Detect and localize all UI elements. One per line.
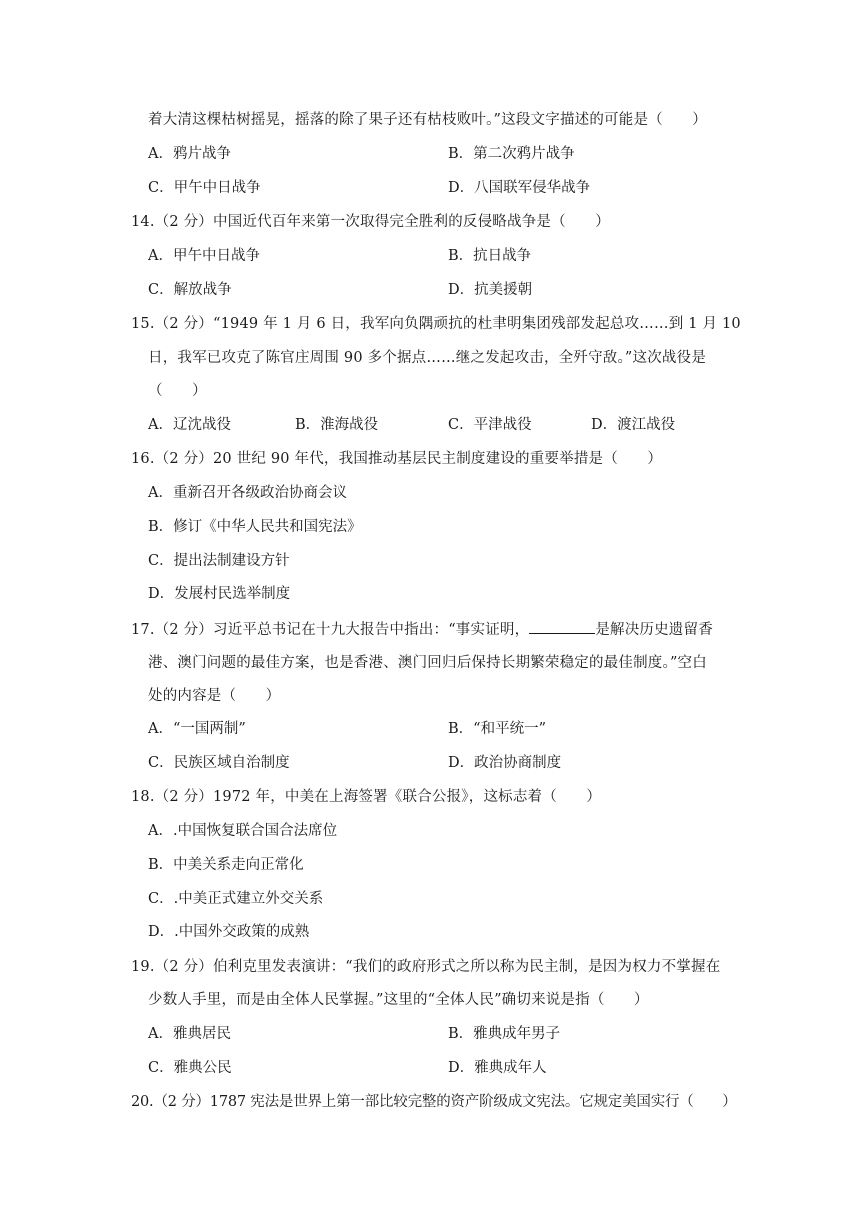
q13-option-c[interactable]: C．甲午中日战争	[148, 180, 261, 196]
q15-stem-line2: 日，我军已攻克了陈官庄周围 90 多个据点……继之发起攻击，全歼守敌。”这次战役是	[148, 350, 707, 366]
q18-stem: 18.（2 分）1972 年，中美在上海签署《联合公报》，这标志着（ ）	[131, 789, 602, 805]
q17-option-a[interactable]: A．“一国两制”	[148, 721, 246, 737]
q14-stem: 14.（2 分）中国近代百年来第一次取得完全胜利的反侵略战争是（ ）	[131, 214, 610, 230]
q19-option-c[interactable]: C．雅典公民	[148, 1060, 232, 1076]
q15-option-c[interactable]: C．平津战役	[448, 417, 532, 433]
q16-option-b[interactable]: B．修订《中华人民共和国宪法》	[148, 519, 362, 535]
q14-option-d[interactable]: D．抗美援朝	[448, 282, 533, 298]
q17-option-d[interactable]: D．政治协商制度	[448, 755, 562, 771]
q17-stem-line3: 处的内容是（ ）	[148, 688, 281, 704]
q13-option-b[interactable]: B．第二次鸦片战争	[448, 146, 575, 162]
q17-option-c[interactable]: C．民族区域自治制度	[148, 755, 290, 771]
q17-stem-post: 是解决历史遗留香	[595, 622, 713, 638]
q19-option-d[interactable]: D．雅典成年人	[448, 1060, 547, 1076]
q20-stem: 20.（2 分）1787 宪法是世界上第一部比较完整的资产阶级成文宪法。它规定美国实行（ ）	[131, 1094, 737, 1110]
q17-stem-pre: 17.（2 分）习近平总书记在十九大报告中指出：“事实证明，	[131, 622, 530, 638]
q14-option-b[interactable]: B．抗日战争	[448, 248, 532, 264]
q17-stem-line1	[131, 619, 713, 640]
q17-stem-line2: 港、澳门问题的最佳方案，也是香港、澳门回归后保持长期繁荣稳定的最佳制度。”空白	[148, 655, 707, 671]
q19-stem-line2: 少数人手里，而是由全体人民掌握。”这里的“全体人民”确切来说是指（ ）	[148, 992, 649, 1008]
q17-answer-blank	[529, 619, 595, 634]
q16-option-d[interactable]: D．发展村民选举制度	[148, 586, 291, 602]
q18-option-a[interactable]: A．.中国恢复联合国合法席位	[148, 823, 338, 839]
q15-stem-line1: 15.（2 分）“1949 年 1 月 6 日，我军向负隅顽抗的杜聿明集团残部发起总攻……到 1 月 10	[131, 316, 741, 332]
q15-stem-line3: （ ）	[148, 383, 207, 399]
q14-option-c[interactable]: C．解放战争	[148, 282, 232, 298]
q16-option-a[interactable]: A．重新召开各级政治协商会议	[148, 485, 347, 501]
q14-option-a[interactable]: A．甲午中日战争	[148, 248, 260, 264]
q17-option-b[interactable]: B．“和平统一”	[448, 721, 546, 737]
q18-option-c[interactable]: C．.中美正式建立外交关系	[148, 891, 324, 907]
q16-option-c[interactable]: C．提出法制建设方针	[148, 553, 290, 569]
q19-stem-line1: 19.（2 分）伯利克里发表演讲：“我们的政府形式之所以称为民主制，是因为权力不掌握在	[131, 959, 721, 975]
q19-option-b[interactable]: B．雅典成年男子	[448, 1026, 561, 1042]
q16-stem: 16.（2 分）20 世纪 90 年代，我国推动基层民主制度建设的重要举措是（ ）	[131, 451, 663, 467]
q15-option-b[interactable]: B．淮海战役	[295, 417, 379, 433]
q13-option-d[interactable]: D．八国联军侵华战争	[448, 180, 591, 196]
q15-option-d[interactable]: D．渡江战役	[591, 417, 676, 433]
q18-option-b[interactable]: B．中美关系走向正常化	[148, 857, 304, 873]
q13-option-a[interactable]: A．鸦片战争	[148, 146, 231, 162]
q13-stem-continued: 着大清这棵枯树摇晃，摇落的除了果子还有枯枝败叶。”这段文字描述的可能是（ ）	[148, 112, 707, 128]
q19-option-a[interactable]: A．雅典居民	[148, 1026, 231, 1042]
q15-option-a[interactable]: A．辽沈战役	[148, 417, 231, 433]
q18-option-d[interactable]: D．.中国外交政策的成熟	[148, 924, 310, 940]
